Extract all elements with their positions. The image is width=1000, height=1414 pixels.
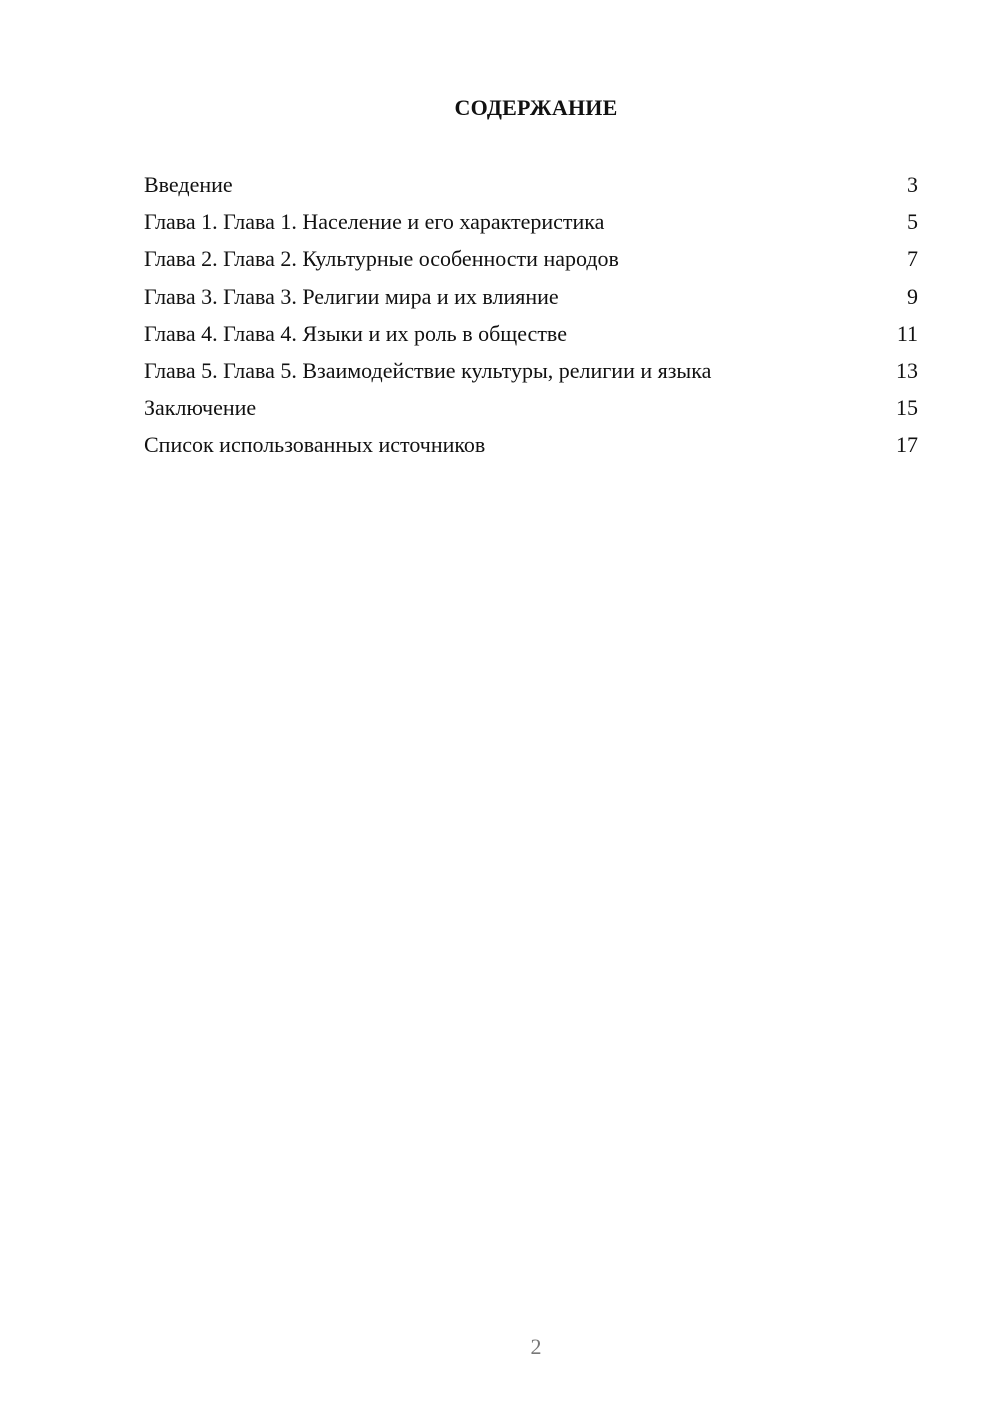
toc-entry-label: Заключение (144, 395, 257, 421)
toc-entry-page: 9 (907, 283, 918, 309)
toc-entry-page: 5 (907, 209, 918, 235)
page-number: 2 (530, 1334, 542, 1359)
toc-entry-label: Введение (144, 172, 233, 197)
toc-entry-label: Глава 2. Глава 2. Культурные особенности народов (144, 246, 619, 272)
toc-entry-page: 15 (896, 395, 918, 421)
toc-entry-label: Глава 4. Глава 4. Языки и их роль в обществе (144, 320, 567, 346)
toc-entry-chapter-3 (144, 280, 918, 317)
toc-entry-page: 11 (896, 320, 918, 346)
toc-entry-page: 13 (896, 357, 918, 383)
toc-entry-chapter-5 (144, 354, 918, 391)
toc-entry-page: 3 (907, 172, 918, 197)
toc-entry-chapter-2 (144, 242, 918, 279)
toc-entry-label: Глава 5. Глава 5. Взаимодействие культуры, религии и языка (144, 357, 712, 383)
page-title: СОДЕРЖАНИЕ (454, 95, 618, 120)
toc-entry-chapter-1 (144, 205, 918, 242)
toc-entry-label: Глава 1. Глава 1. Население и его характеристика (144, 209, 605, 235)
toc-entry-label: Глава 3. Глава 3. Религии мира и их влияние (144, 283, 559, 309)
table-of-contents (144, 168, 918, 466)
toc-entry-page: 17 (896, 432, 918, 458)
toc-entry-page: 7 (907, 246, 918, 272)
toc-entry-references (144, 428, 918, 465)
toc-entry-label: Список использованных источников (144, 432, 486, 458)
toc-entry-introduction (144, 168, 918, 205)
toc-entry-conclusion (144, 391, 918, 428)
toc-entry-chapter-4 (144, 317, 918, 354)
